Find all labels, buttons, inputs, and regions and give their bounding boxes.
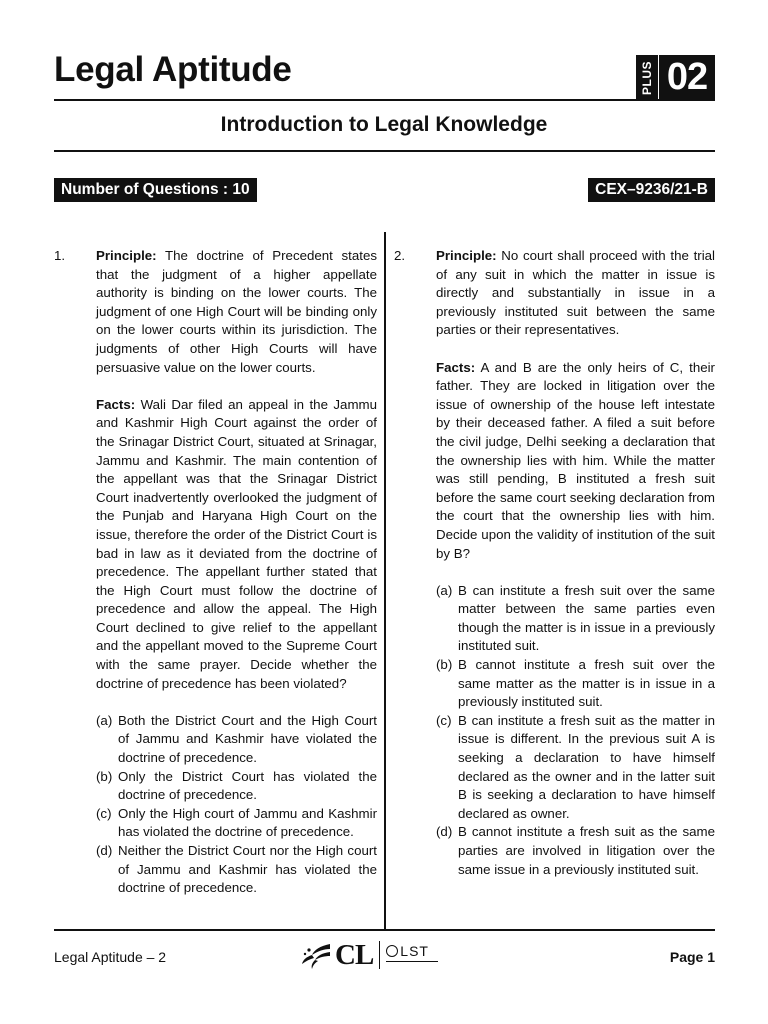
publisher-logo <box>300 938 438 972</box>
swirl-logo-icon <box>300 940 332 970</box>
option-label: (c) <box>436 712 452 728</box>
header-rule <box>54 99 715 101</box>
plus-label: PLUS <box>640 60 654 95</box>
principle-paragraph <box>96 247 377 377</box>
logo-cl-text: CL <box>335 938 374 971</box>
facts-text: A and B are the only heirs of C, their father. They are locked in litigation over the issue of ownership of the house left intestate by their deceased father. A filed a suit before the civil judge, Delhi seeking a declaration that the ownership lies with him. While the matter was still pending, B instituted a fresh suit before the same court seeking declaration from the court that the ownership lies with him. Decide upon the validity of institution of the suit by B? <box>436 359 715 561</box>
option-label: (a) <box>96 712 113 728</box>
option-a[interactable] <box>96 712 377 768</box>
option-b[interactable] <box>436 656 715 712</box>
subtitle-rule <box>54 150 715 152</box>
option-label: (a) <box>436 582 453 598</box>
page-number: Page 1 <box>669 949 715 965</box>
option-text: Only the High court of Jammu and Kashmir has violated the doctrine of precedence. <box>118 805 377 840</box>
option-text: Only the District Court has violated the doctrine of precedence. <box>118 768 377 803</box>
option-d[interactable] <box>436 823 715 879</box>
option-label: (c) <box>96 805 112 821</box>
options-list <box>436 582 715 880</box>
option-text: B can institute a fresh suit over the same matter between the same parties even though the matter is in issue in a previously instituted suit. <box>458 582 715 654</box>
option-label: (d) <box>96 843 113 858</box>
option-b[interactable] <box>96 768 377 805</box>
option-text: Neither the District Court nor the High court of Jammu and Kashmir has violated the doctrine of precedence. <box>118 843 377 896</box>
option-c[interactable] <box>96 805 377 842</box>
badge-number: 02 <box>659 55 715 100</box>
principle-text: The doctrine of Precedent states that the judgment of a higher appellate authority is binding on the lower courts. The judgment of one High Court will be binding only on the lower courts within its jurisdiction. The judgments of other High Courts will have persuasive value on the lower courts. <box>96 248 377 375</box>
principle-label: Principle: <box>436 248 497 263</box>
option-text: Both the District Court and the High Court of Jammu and Kashmir have violated the doctrine of precedence. <box>118 712 377 766</box>
section-subtitle: Introduction to Legal Knowledge <box>220 113 548 136</box>
footer-section-label: Legal Aptitude – 2 <box>54 949 167 965</box>
facts-paragraph <box>436 359 715 564</box>
question-number: 2. <box>394 248 406 263</box>
option-text: B cannot institute a fresh suit as the same parties are involved in litigation over the same issue in a previously instituted suit. <box>458 824 715 877</box>
plus-badge <box>636 55 715 100</box>
facts-label: Facts: <box>96 396 136 412</box>
option-a[interactable] <box>436 582 715 656</box>
footer-rule <box>54 929 715 931</box>
facts-paragraph <box>96 396 377 694</box>
column-divider <box>384 232 386 929</box>
document-code-badge: CEX–9236/21-B <box>588 178 715 202</box>
option-text: B cannot institute a fresh suit over the same matter as the matter is in issue in a previously instituted suit. <box>458 657 715 710</box>
facts-text: Wali Dar filed an appeal in the Jammu and Kashmir High Court against the order of the Srinagar District Court, situated at Srinagar, Jammu and Kashmir. The main contention of the appellant was that the Srinagar District Court inadvertently overlooked the judgment of the Punjab and Haryana High Court on the issue, therefore the order of the District Court is bad in law as it deviated from the doctrine of precedence. The appellant further stated that the High Court must follow the doctrine of precedence and allow the appeal. The High Court declined to give relief to the appellant and the appellant moved to the Supreme Court with the same prayer. Decide whether the doctrine of precedence has been violated? <box>96 396 377 691</box>
question-count-badge: Number of Questions : 10 <box>54 178 257 202</box>
option-label: (b) <box>96 768 113 784</box>
option-text: B can institute a fresh suit as the matter in issue is different. In the previous suit A is seeking a declaration to have himself declared as the owner and in the latter suit B is seeking a declaration to have himself declared as owner. <box>458 712 715 821</box>
logo-lst-text: LST <box>400 943 429 959</box>
option-label: (b) <box>436 657 453 673</box>
lst-circle-icon <box>386 945 398 957</box>
option-label: (d) <box>436 824 453 840</box>
options-list <box>96 712 377 898</box>
logo-underline <box>386 961 438 967</box>
option-d[interactable] <box>96 842 377 898</box>
principle-text: No court shall proceed with the trial of any suit in which the matter in issue is directly and substantially in issue in a previously instituted suit between the same parties or their representatives. <box>436 248 715 338</box>
principle-label: Principle: <box>96 248 157 263</box>
question-number: 1. <box>54 248 66 263</box>
option-c[interactable] <box>436 712 715 824</box>
facts-label: Facts: <box>436 359 476 375</box>
principle-paragraph <box>436 247 715 340</box>
page-title: Legal Aptitude <box>54 50 292 89</box>
logo-separator <box>379 941 380 969</box>
